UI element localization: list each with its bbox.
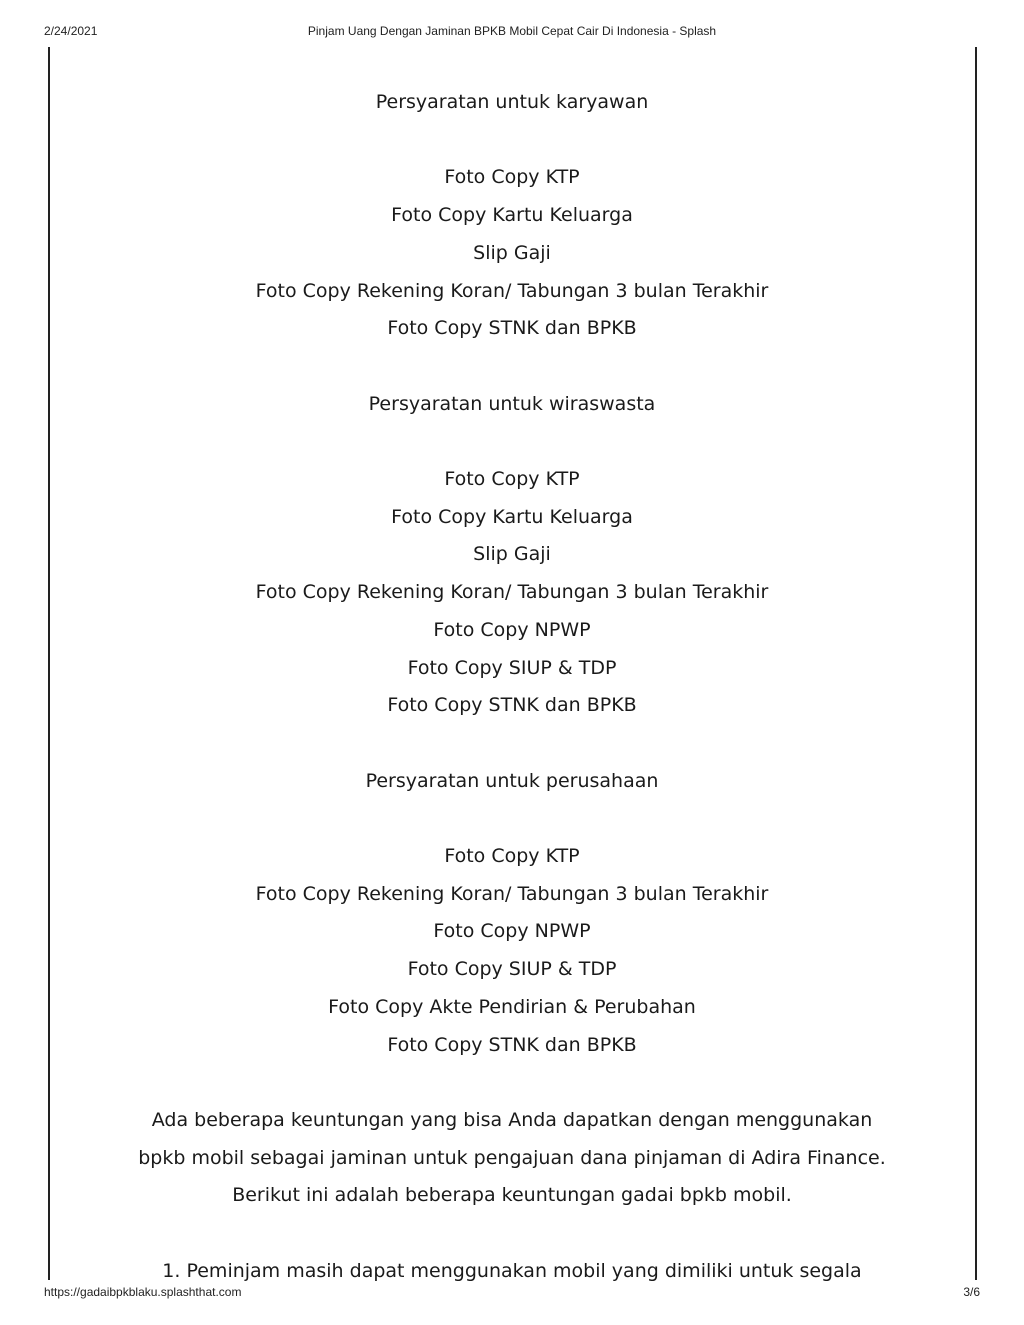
section-heading-wiraswasta: Persyaratan untuk wiraswasta [368, 392, 656, 415]
document-content [51, 84, 973, 1282]
list-item: Foto Copy STNK dan BPKB [387, 694, 637, 717]
list-item: Foto Copy SIUP & TDP [407, 656, 617, 679]
list-item: Foto Copy Kartu Keluarga [391, 505, 633, 528]
list-item: Foto Copy NPWP [433, 920, 591, 943]
list-item: Foto Copy Kartu Keluarga [391, 204, 633, 227]
spacer [51, 1215, 973, 1253]
list-item: Foto Copy SIUP & TDP [407, 958, 617, 981]
spacer [51, 122, 973, 160]
list-item: Slip Gaji [473, 241, 551, 264]
spacer [51, 423, 973, 461]
list-item: Foto Copy NPWP [433, 618, 591, 641]
numbered-item: 1. Peminjam masih dapat menggunakan mobil yang dimiliki untuk segala [162, 1259, 862, 1282]
print-footer [0, 1285, 1024, 1303]
print-header [0, 24, 1024, 42]
list-item: Foto Copy STNK dan BPKB [387, 317, 637, 340]
list-item: Foto Copy KTP [444, 166, 580, 189]
spacer [51, 800, 973, 838]
spacer [51, 725, 973, 763]
list-item: Foto Copy Rekening Koran/ Tabungan 3 bulan Terakhir [255, 882, 769, 905]
section-heading-karyawan: Persyaratan untuk karyawan [375, 91, 649, 113]
list-item: Foto Copy KTP [444, 467, 580, 490]
benefits-paragraph: Ada beberapa keuntungan yang bisa Anda dapatkan dengan menggunakan bpkb mobil sebagai jaminan untuk pengajuan dana pinjaman di Adira Finance. Berikut ini adalah beberapa keuntungan gadai bpkb mobil. [138, 1108, 886, 1207]
left-frame-line [48, 47, 50, 1280]
section-heading-perusahaan: Persyaratan untuk perusahaan [365, 769, 659, 792]
spacer [51, 348, 973, 386]
print-url: https://gadaibpkblaku.splashthat.com [44, 1285, 242, 1299]
spacer [51, 1064, 973, 1102]
list-item: Foto Copy Akte Pendirian & Perubahan [328, 995, 696, 1018]
list-item: Slip Gaji [473, 543, 551, 566]
list-item: Foto Copy KTP [444, 844, 580, 867]
print-page-title: Pinjam Uang Dengan Jaminan BPKB Mobil Cepat Cair Di Indonesia - Splash [307, 24, 717, 38]
list-item: Foto Copy Rekening Koran/ Tabungan 3 bulan Terakhir [255, 279, 769, 302]
right-frame-line [975, 47, 977, 1280]
page-number: 3/6 [963, 1285, 980, 1299]
list-item: Foto Copy Rekening Koran/ Tabungan 3 bulan Terakhir [255, 581, 769, 604]
list-item: Foto Copy STNK dan BPKB [387, 1033, 637, 1056]
print-date: 2/24/2021 [44, 24, 98, 38]
